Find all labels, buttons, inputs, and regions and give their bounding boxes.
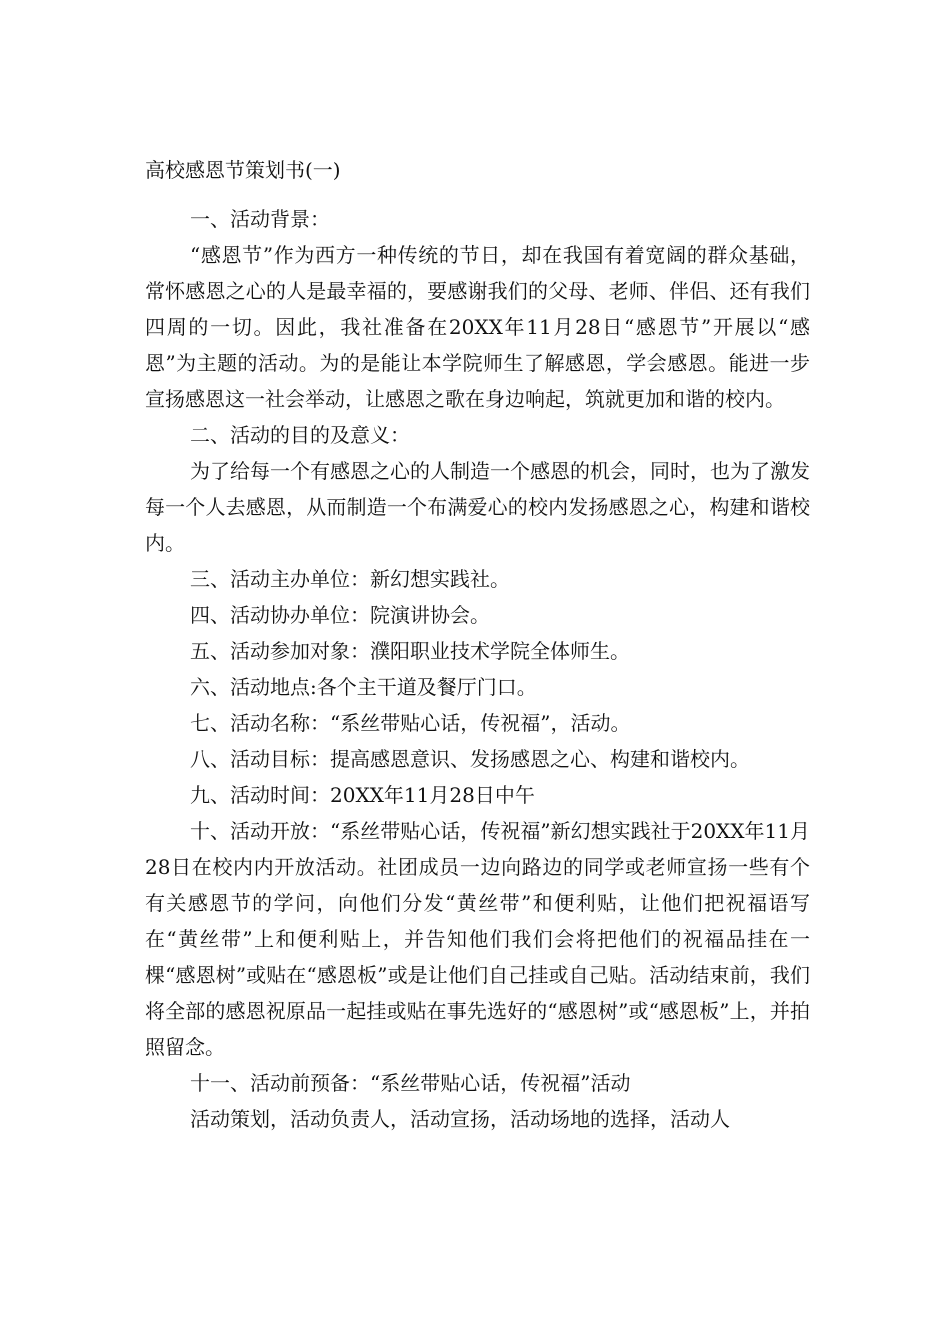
section-11-heading: 十一、活动前预备：“系丝带贴心话，传祝福”活动 [190, 1071, 631, 1095]
section-9: 九、活动时间：20XX年11月28日中午 [190, 783, 535, 807]
document-body [145, 152, 810, 1137]
document-title: 高校感恩节策划书(一) [145, 158, 341, 182]
section-1-heading: 一、活动背景： [190, 207, 330, 231]
section-6: 六、活动地点:各个主干道及餐厅门口。 [190, 675, 537, 699]
section-8: 八、活动目标：提高感恩意识、发扬感恩之心、构建和谐校内。 [190, 747, 750, 771]
section-2-body: 为了给每一个有感恩之心的人制造一个感恩的机会，同时，也为了激发每一个人去感恩，从而制造一个布满爱心的校内发扬感恩之心，构建和谐校内。 [145, 459, 810, 555]
section-11-body: 活动策划，活动负责人，活动宣扬，活动场地的选择，活动人 [190, 1107, 730, 1131]
section-5: 五、活动参加对象：濮阳职业技术学院全体师生。 [190, 639, 630, 663]
section-10-body: 十、活动开放：“系丝带贴心话，传祝福”新幻想实践社于20XX年11月28日在校内内开放活动。社团成员一边向路边的同学或老师宣扬一些有个有关感恩节的学问，向他们分发“黄丝带”和便利贴，让他们把祝福语写在“黄丝带”上和便利贴上，并告知他们我们会将把他们的祝福品挂在一棵“感恩树”或贴在“感恩板”或是让他们自己挂或自己贴。活动结束前，我们将全部的感恩祝原品一起挂或贴在事先选好的“感恩树”或“感恩板”上，并拍照留念。 [145, 819, 810, 1059]
section-3: 三、活动主办单位：新幻想实践社。 [190, 567, 510, 591]
section-7: 七、活动名称：“系丝带贴心话，传祝福”，活动。 [190, 711, 631, 735]
section-2-heading: 二、活动的目的及意义： [190, 423, 410, 447]
section-4: 四、活动协办单位：院演讲协会。 [190, 603, 490, 627]
section-1-body: “感恩节”作为西方一种传统的节日，却在我国有着宽阔的群众基础，常怀感恩之心的人是最幸福的，要感谢我们的父母、老师、伴侣、还有我们四周的一切。因此，我社准备在20XX年11月28日“感恩节”开展以“感恩”为主题的活动。为的是能让本学院师生了解感恩，学会感恩。能进一步宣扬感恩这一社会举动，让感恩之歌在身边响起，筑就更加和谐的校内。 [145, 243, 810, 411]
